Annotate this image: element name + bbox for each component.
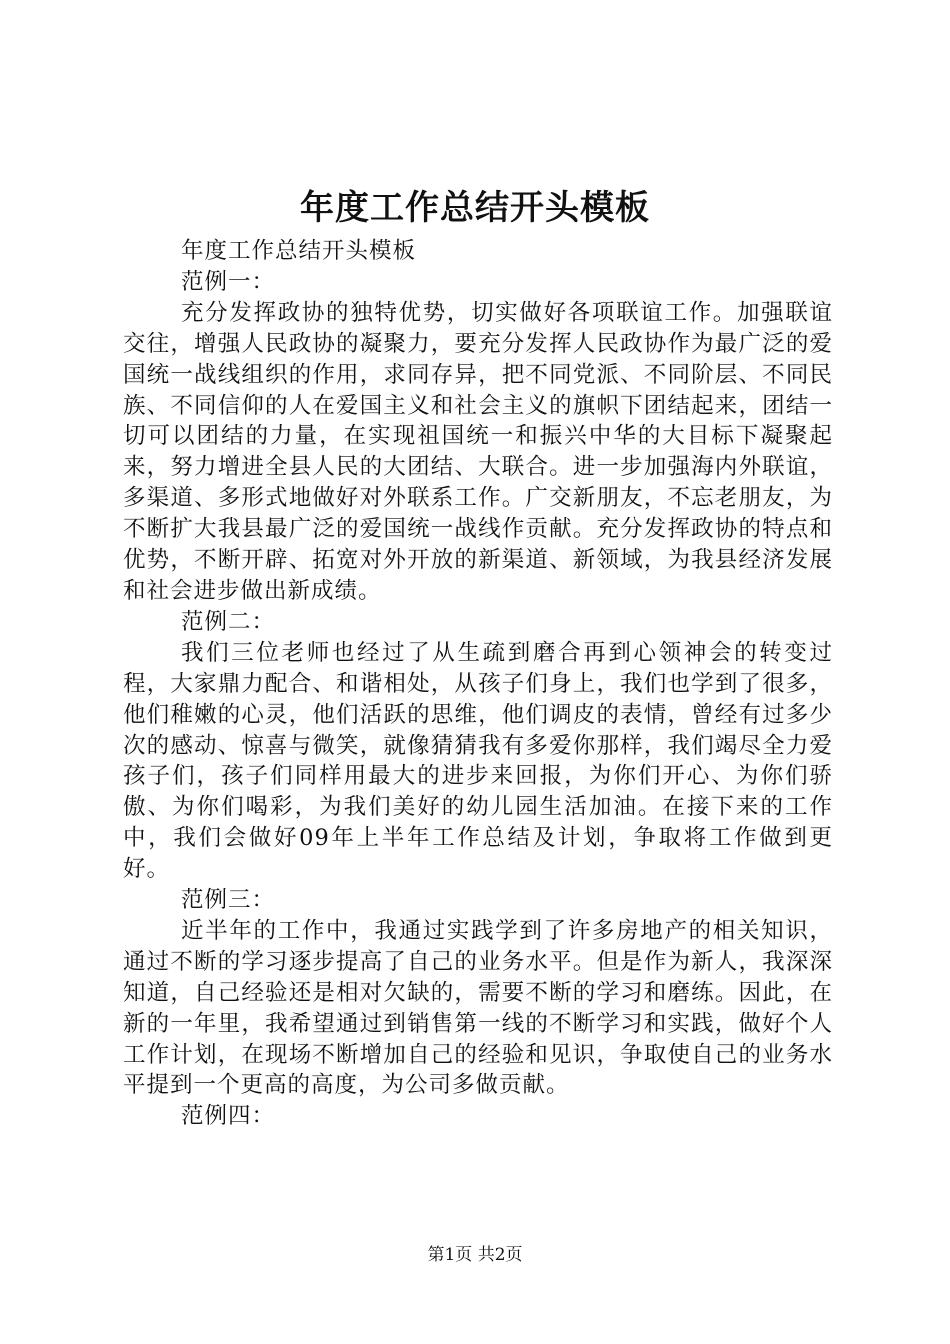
section-paragraph-1: 充分发挥政协的独特优势，切实做好各项联谊工作。加强联谊交往，增强人民政协的凝聚力，要充分发挥人民政协作为最广泛的爱国统一战线组织的作用，求同存异，把不同党派、不同阶层、不同民族、不同信仰的人在爱国主义和社会主义的旗帜下团结起来，团结一切可以团结的力量，在实现祖国统一和振兴中华的大目标下凝聚起来，努力增进全县人民的大团结、大联合。进一步加强海内外联谊，多渠道、多形式地做好对外联系工作。广交新朋友，不忘老朋友，为不断扩大我县最广泛的爱国统一战线作贡献。充分发挥政协的特点和优势，不断开辟、拓宽对外开放的新渠道、新领域，为我县经济发展和社会进步做出新成绩。 <box>123 299 833 604</box>
page-footer: 第1页 共2页 <box>427 1245 523 1265</box>
section-heading-3: 范例三： <box>181 887 276 914</box>
document-subtitle: 年度工作总结开头模板 <box>181 238 417 264</box>
section-heading-1: 范例一： <box>181 268 276 295</box>
section-paragraph-3: 近半年的工作中，我通过实践学到了许多房地产的相关知识，通过不断的学习逐步提高了自己的业务水平。但是作为新人，我深深知道，自己经验还是相对欠缺的，需要不断的学习和磨练。因此，在新的一年里，我希望通过到销售第一线的不断学习和实践，做好个人工作计划，在现场不断增加自己的经验和见识，争取使自己的业务水平提到一个更高的高度，为公司多做贡献。 <box>123 917 833 1099</box>
section-paragraph-2: 我们三位老师也经过了从生疏到磨合再到心领神会的转变过程，大家鼎力配合、和谐相处，从孩子们身上，我们也学到了很多，他们稚嫩的心灵，他们活跃的思维，他们调皮的表情，曾经有过多少次的感动、惊喜与微笑，就像猜猜我有多爱你那样，我们竭尽全力爱孩子们，孩子们同样用最大的进步来回报，为你们开心、为你们骄傲、为你们喝彩，为我们美好的幼儿园生活加油。在接下来的工作中，我们会做好09年上半年工作总结及计划，争取将工作做到更好。 <box>123 639 833 883</box>
document-title: 年度工作总结开头模板 <box>300 188 650 228</box>
document-body <box>123 236 833 1132</box>
section-heading-4: 范例四： <box>181 1103 276 1130</box>
section-heading-2: 范例二： <box>181 608 276 635</box>
